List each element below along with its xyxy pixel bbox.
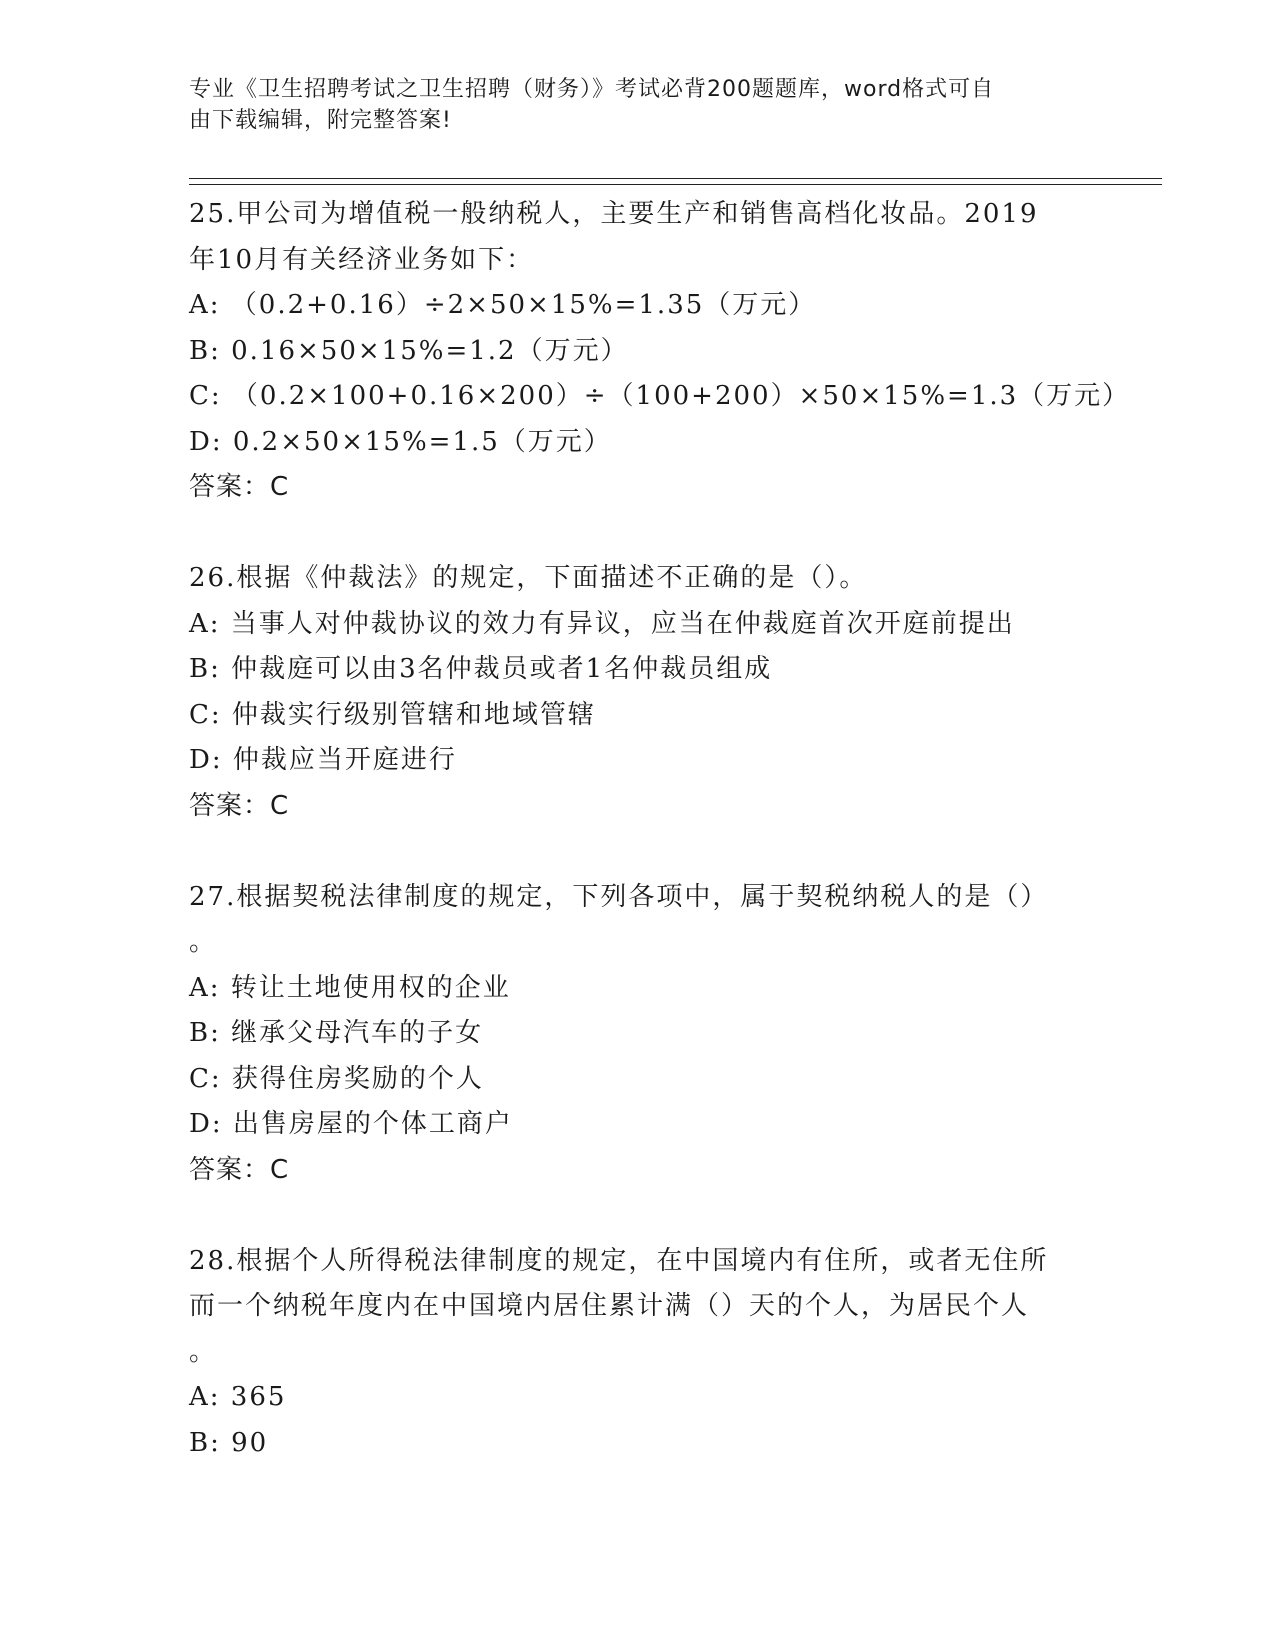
question-28 xyxy=(189,1239,1089,1467)
spacer xyxy=(189,829,1089,875)
question-stem: 而一个纳税年度内在中国境内居住累计满（）天的个人，为居民个人 xyxy=(189,1291,1030,1321)
spacer xyxy=(189,511,1089,557)
option-b: B: 0.16×50×15%=1.2（万元） xyxy=(189,335,629,366)
option-d: D: 出售房屋的个体工商户 xyxy=(189,1109,513,1139)
header-line-1: 专业《卫生招聘考试之卫生招聘（财务）》考试必背200题题库，word格式可自 xyxy=(189,77,995,102)
option-d: D: 仲裁应当开庭进行 xyxy=(189,745,457,775)
header-divider-top xyxy=(189,178,1162,179)
question-stem: 28.根据个人所得税法律制度的规定，在中国境内有住所，或者无住所 xyxy=(189,1245,1049,1276)
answer: 答案：C xyxy=(189,1154,290,1185)
option-b: B: 90 xyxy=(189,1427,269,1458)
option-a: A: 365 xyxy=(189,1382,287,1412)
header-line-2: 由下载编辑，附完整答案! xyxy=(189,108,452,133)
option-b: B: 仲裁庭可以由3名仲裁员或者1名仲裁员组成 xyxy=(189,654,773,684)
answer: 答案：C xyxy=(189,472,290,502)
option-c: C: （0.2×100+0.16×200）÷（100+200）×50×15%=1.3（万元） xyxy=(189,381,1131,411)
option-d: D: 0.2×50×15%=1.5（万元） xyxy=(189,426,612,457)
option-a: A: （0.2+0.16）÷2×50×15%=1.35（万元） xyxy=(189,290,817,320)
question-25 xyxy=(189,192,1131,511)
spacer xyxy=(189,1193,1089,1239)
question-stem: 年10月有关经济业务如下： xyxy=(189,244,535,275)
question-stem: 26.根据《仲裁法》的规定，下面描述不正确的是（）。 xyxy=(189,563,868,593)
question-stem: 。 xyxy=(189,927,218,957)
answer: 答案：C xyxy=(189,790,290,821)
option-c: C: 仲裁实行级别管辖和地域管辖 xyxy=(189,699,596,730)
question-list xyxy=(189,192,1131,1466)
question-stem: 27.根据契税法律制度的规定，下列各项中，属于契税纳税人的是（） xyxy=(189,881,1049,912)
question-27 xyxy=(189,875,1089,1194)
option-b: B: 继承父母汽车的子女 xyxy=(189,1018,484,1048)
document-header xyxy=(189,74,1089,136)
question-stem: 。 xyxy=(189,1336,218,1367)
question-stem: 25.甲公司为增值税一般纳税人，主要生产和销售高档化妆品。2019 xyxy=(189,199,1039,229)
option-c: C: 获得住房奖励的个人 xyxy=(189,1063,484,1094)
header-divider-bottom xyxy=(189,184,1162,185)
question-26 xyxy=(189,556,1089,829)
option-a: A: 转让土地使用权的企业 xyxy=(189,972,511,1003)
option-a: A: 当事人对仲裁协议的效力有异议，应当在仲裁庭首次开庭前提出 xyxy=(189,608,1015,639)
